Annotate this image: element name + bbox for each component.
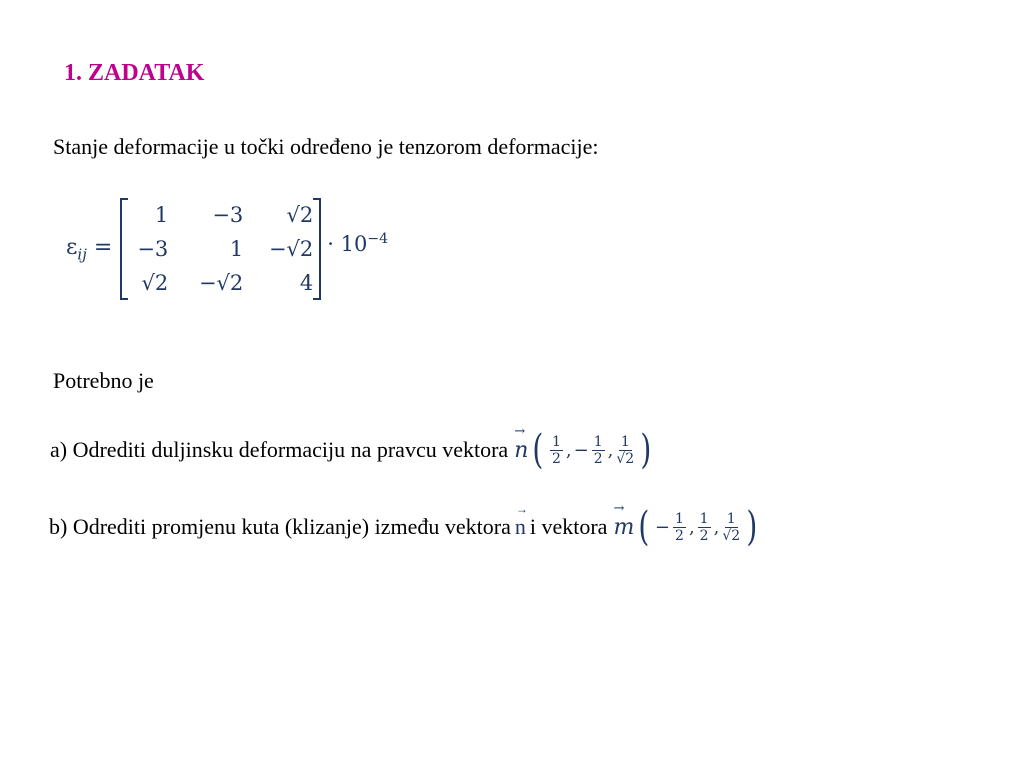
matrix-cell: −√2 <box>268 237 314 261</box>
component-fraction: $\frac{1}{√2}$ <box>722 510 741 544</box>
matrix-cell: √2 <box>286 203 314 227</box>
task-a <box>50 427 656 473</box>
matrix-cell: √2 <box>141 271 169 295</box>
vector-n-reference: → n <box>515 514 526 540</box>
component-fraction: $\frac{1}{2}$ <box>675 510 684 544</box>
vector-m-symbol: → m <box>613 515 634 540</box>
vector-m: → m ( − $\frac{1}{2}$ , $\frac{1}{2}$ , $\frac{1}{√2}$ ) <box>613 507 761 547</box>
vector-n-symbol: → n <box>514 438 528 463</box>
matrix-cell: −√2 <box>198 271 244 295</box>
left-paren: ( <box>532 427 544 473</box>
requirement-label: Potrebno je <box>53 368 154 393</box>
task-b-text: b) Odrediti promjenu kuta (klizanje) između vektora <box>49 514 511 539</box>
slide-title: 1. ZADATAK <box>64 60 205 86</box>
strain-tensor-equation <box>66 198 388 300</box>
scale-factor: · $10^{-4}$ <box>327 230 389 256</box>
matrix-cell: 1 <box>229 237 244 261</box>
matrix-cell: −3 <box>137 237 169 261</box>
right-paren: ) <box>746 504 758 550</box>
left-paren: ( <box>638 504 650 550</box>
vector-n: → n ( $\frac{1}{2}$ , − $\frac{1}{2}$ , $\frac{1}{√2}$ ) <box>514 430 656 470</box>
strain-matrix <box>120 198 321 300</box>
right-paren: ) <box>640 427 652 473</box>
task-a-text: a) Odrediti duljinsku deformaciju na pravcu vektora <box>50 437 509 462</box>
matrix-cell: −3 <box>212 203 244 227</box>
component-fraction: $\frac{1}{√2}$ <box>616 433 635 467</box>
task-b-connector: i vektora <box>529 514 608 539</box>
matrix-cell: 1 <box>154 203 169 227</box>
matrix-cell: 4 <box>299 271 314 295</box>
component-fraction: $\frac{1}{2}$ <box>699 510 709 544</box>
component-fraction: $\frac{1}{2}$ <box>551 433 561 467</box>
equation-lhs: $\varepsilon_{ij}$ = <box>66 234 113 264</box>
component-fraction: $\frac{1}{2}$ <box>593 433 603 467</box>
intro-text: Stanje deformacije u točki određeno je tenzorom deformacije: <box>53 134 599 159</box>
task-b <box>49 504 762 550</box>
